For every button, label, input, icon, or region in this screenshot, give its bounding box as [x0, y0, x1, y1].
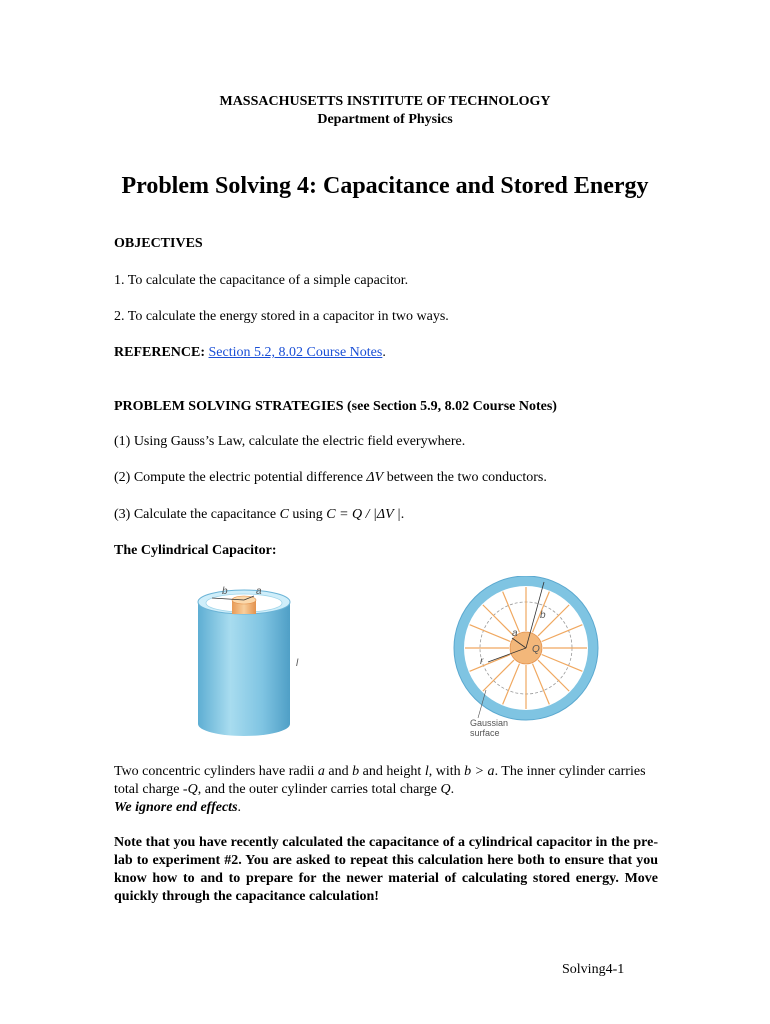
desc-q2: Q: [440, 782, 451, 797]
desc-text-3: and height: [359, 764, 425, 779]
desc-condition: b > a: [464, 764, 495, 779]
cylinder-figure: [190, 584, 310, 744]
desc-text-4: , with: [428, 764, 465, 779]
objective-item-2: 2. To calculate the energy stored in a capacitor in two ways.: [114, 309, 449, 324]
capacitance-symbol: C: [279, 507, 289, 522]
desc-text-1: Two concentric cylinders have radii: [114, 764, 318, 779]
desc-q1: Q: [187, 782, 198, 797]
label-b: b: [540, 610, 546, 621]
objectives-heading: OBJECTIVES: [114, 236, 203, 251]
strategy-step-2: [114, 470, 547, 486]
label-r: r: [480, 656, 484, 667]
reference-line: [114, 345, 386, 361]
step2-suffix: between the two conductors.: [383, 470, 547, 485]
strategies-heading: PROBLEM SOLVING STRATEGIES (see Section 5.9, 8.02 Course Notes): [114, 399, 557, 414]
desc-a: a: [317, 764, 325, 779]
description-paragraph: [114, 763, 658, 817]
cylindrical-capacitor-heading: The Cylindrical Capacitor:: [114, 543, 277, 558]
reference-label: REFERENCE:: [114, 345, 206, 360]
strategy-step-1: (1) Using Gauss’s Law, calculate the electric field everywhere.: [114, 434, 466, 449]
step3-prefix: (3) Calculate the capacitance: [114, 507, 280, 522]
label-l: l: [296, 658, 299, 669]
end-effects-suffix: .: [237, 800, 242, 815]
label-b: b: [222, 586, 228, 597]
end-effects-note: We ignore end effects: [114, 800, 238, 815]
desc-b: b: [352, 764, 360, 779]
institute-name: MASSACHUSETTS INSTITUTE OF TECHNOLOGY: [219, 94, 551, 109]
desc-text-7: .: [450, 782, 455, 797]
reference-link[interactable]: Section 5.2, 8.02 Course Notes: [208, 345, 383, 360]
desc-text-5: . The inner cylinder carries total charge -: [114, 764, 646, 797]
page-number: Solving4-1: [562, 962, 625, 977]
step3-suffix: .: [400, 507, 405, 522]
label-a: a: [256, 586, 262, 597]
desc-l: l: [424, 764, 429, 779]
capacitance-formula: C = Q / |ΔV |: [326, 507, 401, 522]
delta-v-symbol: ΔV: [366, 470, 384, 485]
objective-item-1: 1. To calculate the capacitance of a simple capacitor.: [114, 273, 409, 288]
cross-section-figure: [446, 576, 614, 740]
desc-text-2: and: [324, 764, 353, 779]
strategy-step-3: [114, 507, 404, 523]
step2-prefix: (2) Compute the electric potential difference: [114, 470, 367, 485]
gaussian-surface-label: Gaussian surface: [470, 718, 509, 738]
step3-mid: using: [288, 507, 327, 522]
department-name: Department of Physics: [317, 112, 453, 127]
reference-suffix: .: [382, 345, 386, 360]
label-Q: Q: [532, 644, 540, 655]
outer-cylinder-body: [198, 602, 290, 736]
desc-text-6: , and the outer cylinder carries total charge: [197, 782, 441, 797]
label-a: a: [512, 628, 518, 639]
page-title: Problem Solving 4: Capacitance and Stored Energy: [121, 173, 649, 199]
note-paragraph: Note that you have recently calculated the capacitance of a cylindrical capacitor in the pre-lab to experiment #2. You are asked to repeat this calculation here both to ensure that you know how to and to prepare for the newer material of calculating stored energy. Move quickly through the capacitance calculation!: [114, 835, 658, 904]
